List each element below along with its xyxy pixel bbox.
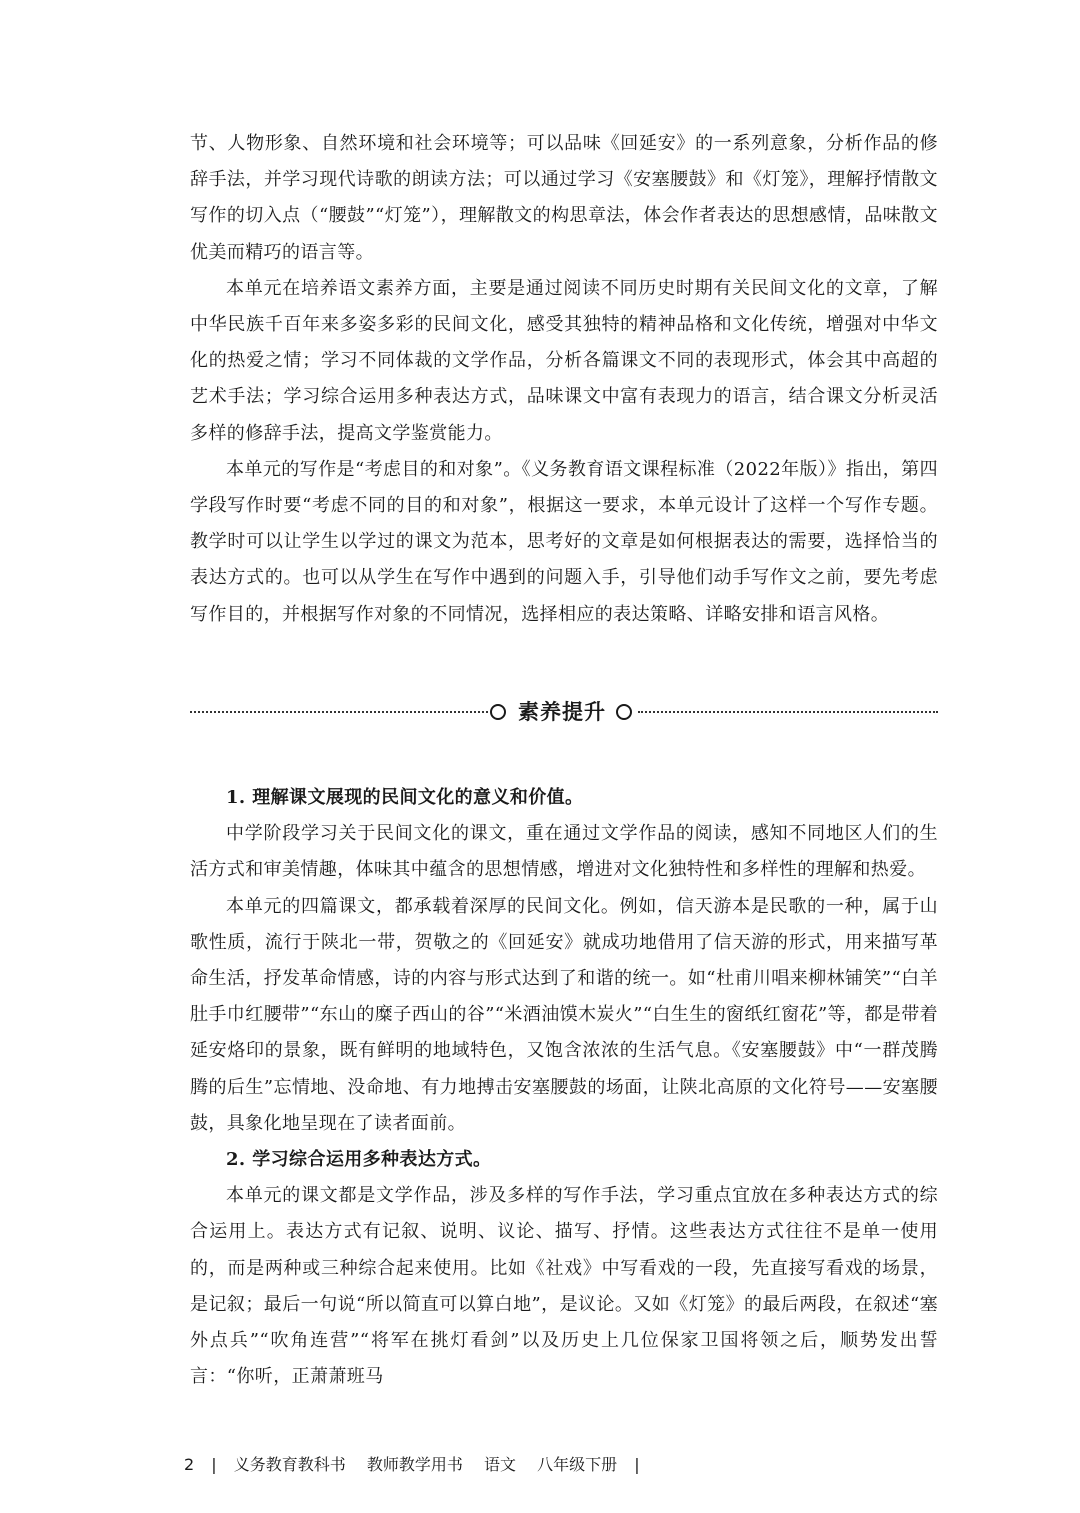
circle-ornament-right [616,704,632,720]
paragraph-literacy: 本单元在培养语文素养方面，主要是通过阅读不同历史时期有关民间文化的文章，了解中华民族千百年来多姿多彩的民间文化，感受其独特的精神品格和文化传统，增强对中华文化的热爱之情；学习不同体裁的文学作品，分析各篇课文不同的表现形式，体会其中高超的艺术手法；学习综合运用多种表达方式，品味课文中富有表现力的语言，结合课文分析灵活多样的修辞手法，提高文学鉴赏能力。 [190,277,938,444]
subject: 语文 [483,1455,516,1474]
paragraph-folk-culture: 中学阶段学习关于民间文化的课文，重在通过文学作品的阅读，感知不同地区人们的生活方式和审美情趣，体味其中蕴含的思想情感，增进对文化独特性和多样性的理解和热爱。 [190,823,938,881]
literacy-text-block [190,780,938,1395]
footer-separator-end: | [634,1455,640,1474]
page-footer [184,1455,652,1475]
book-series: 义务教育教科书 [233,1455,346,1474]
paragraph-expression: 本单元的课文都是文学作品，涉及多样的写作手法，学习重点宜放在多种表达方式的综合运用上。表达方式有记叙、说明、议论、描写、抒情。这些表达方式往往不是单一使用的，而是两种或三种综合起来使用。比如《社戏》中写看戏的一段，先直接写看戏的场景，是记叙；最后一句说“所以简直可以算白地”，是议论。又如《灯笼》的最后两段，在叙述“塞外点兵”“吹角连营”“将军在挑灯看剑”以及历史上几位保家卫国将领之后，顺势发出誓言：“你听，正萧萧班马 [190,1185,938,1388]
intro-text-block [190,126,938,633]
page-number: 2 [184,1455,195,1474]
section-title: 素养提升 [518,700,606,724]
book-type: 教师教学用书 [366,1455,463,1474]
dotted-rule-right [638,711,938,713]
dotted-rule-left [190,711,488,713]
paragraph-writing: 本单元的写作是“考虑目的和对象”。《义务教育语文课程标准（2022年版）》指出，第四学段写作时要“考虑不同的目的和对象”，根据这一要求，本单元设计了这样一个写作专题。教学时可以让学生以学过的课文为范本，思考好的文章是如何根据表达的需要，选择恰当的表达方式的。也可以从学生在写作中遇到的问题入手，引导他们动手写作文之前，要先考虑写作目的，并根据写作对象的不同情况，选择相应的表达策略、详略安排和语言风格。 [190,458,938,625]
heading-1: 1. 理解课文展现的民间文化的意义和价值。 [226,787,584,808]
footer-separator: | [211,1455,217,1474]
grade: 八年级下册 [537,1455,618,1474]
paragraph-four-lessons: 本单元的四篇课文，都承载着深厚的民间文化。例如，信天游本是民歌的一种，属于山歌性质，流行于陕北一带，贺敬之的《回延安》就成功地借用了信天游的形式，用来描写革命生活，抒发革命情感，诗的内容与形式达到了和谐的统一。如“杜甫川唱来柳林铺笑”“白羊肚手巾红腰带”“东山的糜子西山的谷”“米酒油馍木炭火”“白生生的窗纸红窗花”等，都是带着延安烙印的景象，既有鲜明的地域特色，又饱含浓浓的生活气息。《安塞腰鼓》中“一群茂腾腾的后生”忘情地、没命地、有力地搏击安塞腰鼓的场面，让陕北高原的文化符号——安塞腰鼓，具象化地呈现在了读者面前。 [190,895,939,1134]
section-divider [190,694,938,730]
paragraph-continued: 节、人物形象、自然环境和社会环境等；可以品味《回延安》的一系列意象，分析作品的修辞手法，并学习现代诗歌的朗读方法；可以通过学习《安塞腰鼓》和《灯笼》，理解抒情散文写作的切入点（“腰鼓”“灯笼”），理解散文的构思章法，体会作者表达的思想感情，品味散文优美而精巧的语言等。 [190,133,938,263]
heading-2: 2. 学习综合运用多种表达方式。 [226,1149,492,1171]
circle-ornament-left [490,704,506,720]
